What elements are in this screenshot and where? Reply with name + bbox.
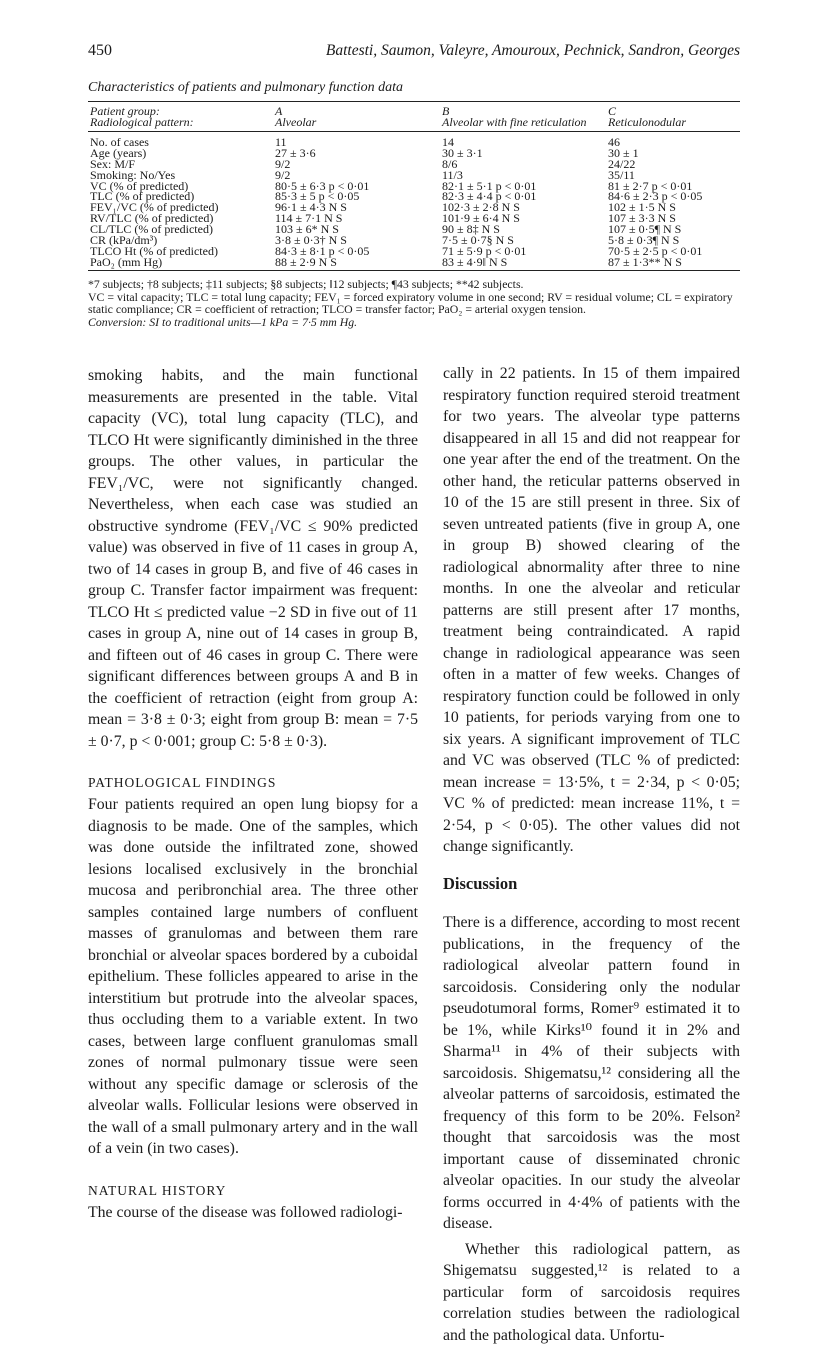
- table-cell: 82·3 ± 4·4 p < 0·01: [442, 191, 536, 202]
- header-cell: Radiological pattern:: [90, 117, 194, 128]
- table-cell: 70·5 ± 2·5 p < 0·01: [608, 246, 702, 257]
- table-cell: 96·1 ± 4·3 N S: [275, 202, 347, 213]
- table-cell: 30 ± 1: [608, 148, 639, 159]
- table-cell: 30 ± 3·1: [442, 148, 483, 159]
- table-cell: 81 ± 2·7 p < 0·01: [608, 181, 692, 192]
- footnote-abbreviations: VC = vital capacity; TLC = total lung capacity; FEV₁ = forced expiratory volume in one second; RV = residual volume; CL = expiratory static compliance; CR = coefficient of retraction; TLCO = transfer factor; PaO₂ = arterial oxygen tension.: [88, 291, 748, 316]
- table-cell: FEV₁/VC (% of predicted): [90, 202, 218, 213]
- table-cell: 9/2: [275, 170, 290, 181]
- paragraph: cally in 22 patients. In 15 of them impaired respiratory function required steroid treatment for two years. The alveolar type patterns disappeared in all 15 and did not reappear for one year after the end of the treatment. On the other hand, the reticular patterns observed in 10 of the 15 are still present in three. Six of seven untreated patients (five in group A, one in group B) showed clearing of the radiological abnormality after three to nine months. In one the alveolar and reticular patterns are still present after 17 months, treatment being contraindicated. A rapid change in radiological appearance was seen often in a matter of few weeks. Changes of respiratory function could be followed in only 10 patients, for periods varying from one to six years. A significant improvement of TLC and VC was observed (TLC % of predicted: mean increase = 13·5%, t = 2·34, p < 0·05; VC % of predicted: mean increase 11%, t = 2·54, p < 0·05). The other values did not change significantly.: [443, 363, 740, 858]
- header-cell: Alveolar: [275, 117, 316, 128]
- paragraph: smoking habits, and the main functional measurements are presented in the table. Vital capacity (VC), total lung capacity (TLC), and TLCO Ht were significantly diminished in the three groups. The other values, in particular the FEV₁/VC, were not significantly changed. Nevertheless, when each case was studied an obstructive syndrome (FEV₁/VC ≤ 90% predicted value) was observed in five of 11 cases in group A, two of 14 cases in group B, and five of 46 cases in group C. Transfer factor impairment was frequent: TLCO Ht ≤ predicted value −2 SD in five out of 11 cases in group A, nine out of 14 cases in group B, and fifteen out of 46 cases in group C. There were significant differences between groups A and B in the coefficient of retraction (eight from group A: mean = 3·8 ± 0·3; eight from group B: mean = 7·5 ± 0·7, p < 0·001; group C: 5·8 ± 0·3).: [88, 365, 418, 752]
- table-cell: 3·8 ± 0·3† N S: [275, 235, 347, 246]
- table-cell: 103 ± 6* N S: [275, 224, 339, 235]
- table-cell: Smoking: No/Yes: [90, 170, 175, 181]
- footnote-subjects: *7 subjects; †8 subjects; ‡11 subjects; §8 subjects; ‖12 subjects; ¶43 subjects; **42 subjects.: [88, 278, 748, 291]
- running-header-authors: Battesti, Saumon, Valeyre, Amouroux, Pechnick, Sandron, Georges: [262, 42, 740, 60]
- table-bottom-rule: [88, 270, 740, 271]
- table-cell: 24/22: [608, 159, 635, 170]
- table-cell: 71 ± 5·9 p < 0·01: [442, 246, 526, 257]
- header-cell: Reticulonodular: [608, 117, 686, 128]
- paragraph: There is a difference, according to most recent publications, in the frequency of the radiological alveolar pattern found in sarcoidosis. Considering only the nodular pseudotumoral forms, Romer⁹ estimated it to be 1%, while Kirks¹⁰ found it in 2% and Sharma¹¹ in 4% of their subjects with sarcoidosis. Shigematsu,¹² considering all the alveolar patterns of sarcoidosis, estimated the frequency of this form to be 20%. Felson² thought that sarcoidosis was the most important cause of disseminated chronic alveolar opacities. In our study the alveolar forms occurred in 4·4% of patients with the disease.: [443, 912, 740, 1235]
- table-cell: Age (years): [90, 148, 146, 159]
- table-header-rule: [88, 131, 740, 132]
- paragraph: The course of the disease was followed radiologi-: [88, 1202, 418, 1224]
- table-cell: 84·6 ± 2·3 p < 0·05: [608, 191, 702, 202]
- table-cell: 27 ± 3·6: [275, 148, 316, 159]
- table-cell: 84·3 ± 8·1 p < 0·05: [275, 246, 369, 257]
- table-cell: 14: [442, 137, 454, 148]
- header-cell: Alveolar with fine reticulation: [442, 117, 587, 128]
- table-cell: PaO₂ (mm Hg): [90, 257, 162, 268]
- header-cell: A: [275, 106, 282, 117]
- header-cell: C: [608, 106, 616, 117]
- table-cell: CR (kPa/dm³): [90, 235, 157, 246]
- table-cell: 85·3 ± 5 p < 0·05: [275, 191, 359, 202]
- table-cell: 102 ± 1·5 N S: [608, 202, 676, 213]
- left-column: [88, 365, 418, 1223]
- header-cell: B: [442, 106, 449, 117]
- table-cell: 83 ± 4·9‖ N S: [442, 257, 507, 268]
- table-cell: 114 ± 7·1 N S: [275, 213, 342, 224]
- table-top-rule: [88, 101, 740, 102]
- right-column: [443, 363, 740, 1346]
- section-heading-natural-history: NATURAL HISTORY: [88, 1180, 418, 1202]
- table-cell: VC (% of predicted): [90, 181, 188, 192]
- paragraph: Four patients required an open lung biopsy for a diagnosis to be made. One of the samples, which was done outside the infiltrated zone, showed lesions localised exclusively in the bronchial mucosa and peribronchial area. The three other samples contained large numbers of confluent masses of granulomas and between them rare bronchial or alveolar spaces bordered by a cuboidal epithelium. These follicles appeared to arise in the interstitium but protrude into the alveolar spaces, thus occluding them to a variable extent. In two cases, between large confluent granulomas small zones of normal pulmonary tissue were seen without any specific damage or sclerosis of the alveolar walls. Follicular lesions were observed in the wall of a small pulmonary artery and in the wall of a vein (in two cases).: [88, 794, 418, 1160]
- table-cell: 9/2: [275, 159, 290, 170]
- table-title: Characteristics of patients and pulmonary function data: [88, 80, 403, 96]
- table-cell: 5·8 ± 0·3¶ N S: [608, 235, 679, 246]
- table-cell: TLCO Ht (% of predicted): [90, 246, 218, 257]
- header-cell: Patient group:: [90, 106, 160, 117]
- table-cell: 35/11: [608, 170, 635, 181]
- table-cell: 8/6: [442, 159, 457, 170]
- table-cell: 88 ± 2·9 N S: [275, 257, 337, 268]
- section-heading-discussion: Discussion: [443, 873, 740, 895]
- table-notes: [88, 278, 748, 328]
- paragraph: Whether this radiological pattern, as Shigematsu suggested,¹² is related to a particular form of sarcoidosis requires correlation studies between the radiological and the pathological data. Unfortu-: [443, 1239, 740, 1346]
- table-cell: 87 ± 1·3** N S: [608, 257, 682, 268]
- table-cell: 107 ± 3·3 N S: [608, 213, 676, 224]
- table-cell: RV/TLC (% of predicted): [90, 213, 213, 224]
- table-cell: 11/3: [442, 170, 463, 181]
- table-cell: 11: [275, 137, 287, 148]
- table-cell: 107 ± 0·5¶ N S: [608, 224, 681, 235]
- table-cell: 82·1 ± 5·1 p < 0·01: [442, 181, 536, 192]
- section-heading-pathological-findings: PATHOLOGICAL FINDINGS: [88, 772, 418, 794]
- table-cell: No. of cases: [90, 137, 149, 148]
- table-cell: 102·3 ± 2·8 N S: [442, 202, 520, 213]
- table-cell: TLC (% of predicted): [90, 191, 194, 202]
- table-cell: Sex: M/F: [90, 159, 135, 170]
- table-cell: 80·5 ± 6·3 p < 0·01: [275, 181, 369, 192]
- table-cell: 46: [608, 137, 620, 148]
- page-number: 450: [88, 42, 112, 60]
- conversion-note: Conversion: SI to traditional units—1 kPa = 7·5 mm Hg.: [88, 316, 748, 329]
- table-cell: CL/TLC (% of predicted): [90, 224, 213, 235]
- table-cell: 101·9 ± 6·4 N S: [442, 213, 520, 224]
- table-cell: 7·5 ± 0·7§ N S: [442, 235, 514, 246]
- table-cell: 90 ± 8‡ N S: [442, 224, 500, 235]
